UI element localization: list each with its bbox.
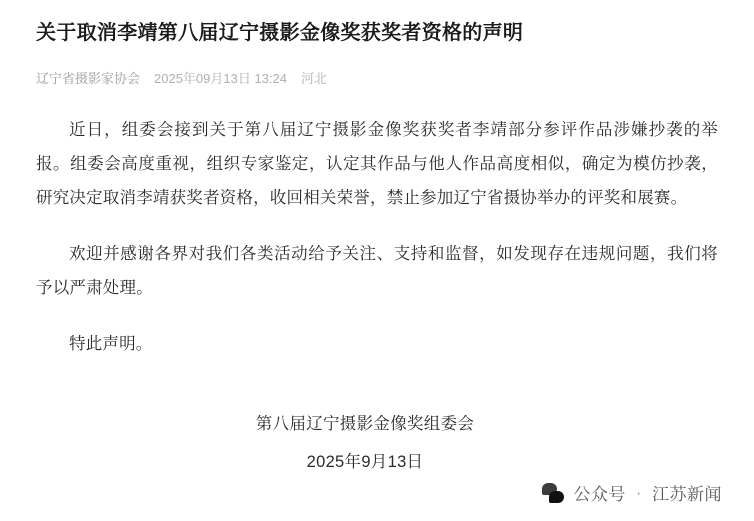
- article-signoff: [36, 405, 718, 481]
- article-region: 河北: [301, 71, 328, 86]
- article-paragraph: 特此声明。: [69, 335, 153, 353]
- article-timestamp: 2025年09月13日 13:24: [154, 71, 287, 86]
- article-paragraph: 欢迎并感谢各界对我们各类活动给予关注、支持和监督，如发现存在违规问题，我们将予以严肃处理。: [36, 245, 718, 297]
- watermark: [542, 480, 722, 505]
- watermark-label: 公众号: [573, 485, 626, 504]
- watermark-account: 江苏新闻: [652, 485, 722, 504]
- article-source[interactable]: 辽宁省摄影家协会: [36, 71, 141, 86]
- signoff-date: 2025年9月13日: [306, 453, 424, 471]
- article-paragraph: 近日，组委会接到关于第八届辽宁摄影金像奖获奖者李靖部分参评作品涉嫌抄袭的举报。组委会高度重视，组织专家鉴定，认定其作品与他人作品高度相似，确定为模仿抄袭，研究决定取消李靖获奖者资格，收回相关荣誉，禁止参加辽宁省摄协举办的评奖和展赛。: [36, 121, 718, 207]
- wechat-official-account-icon: [542, 482, 564, 504]
- article-body: [36, 113, 718, 361]
- page-title: 关于取消李靖第八届辽宁摄影金像奖获奖者资格的声明: [36, 22, 524, 44]
- article-meta: [36, 68, 718, 87]
- watermark-separator: ·: [635, 482, 642, 502]
- signoff-organization: 第八届辽宁摄影金像奖组委会: [255, 415, 475, 433]
